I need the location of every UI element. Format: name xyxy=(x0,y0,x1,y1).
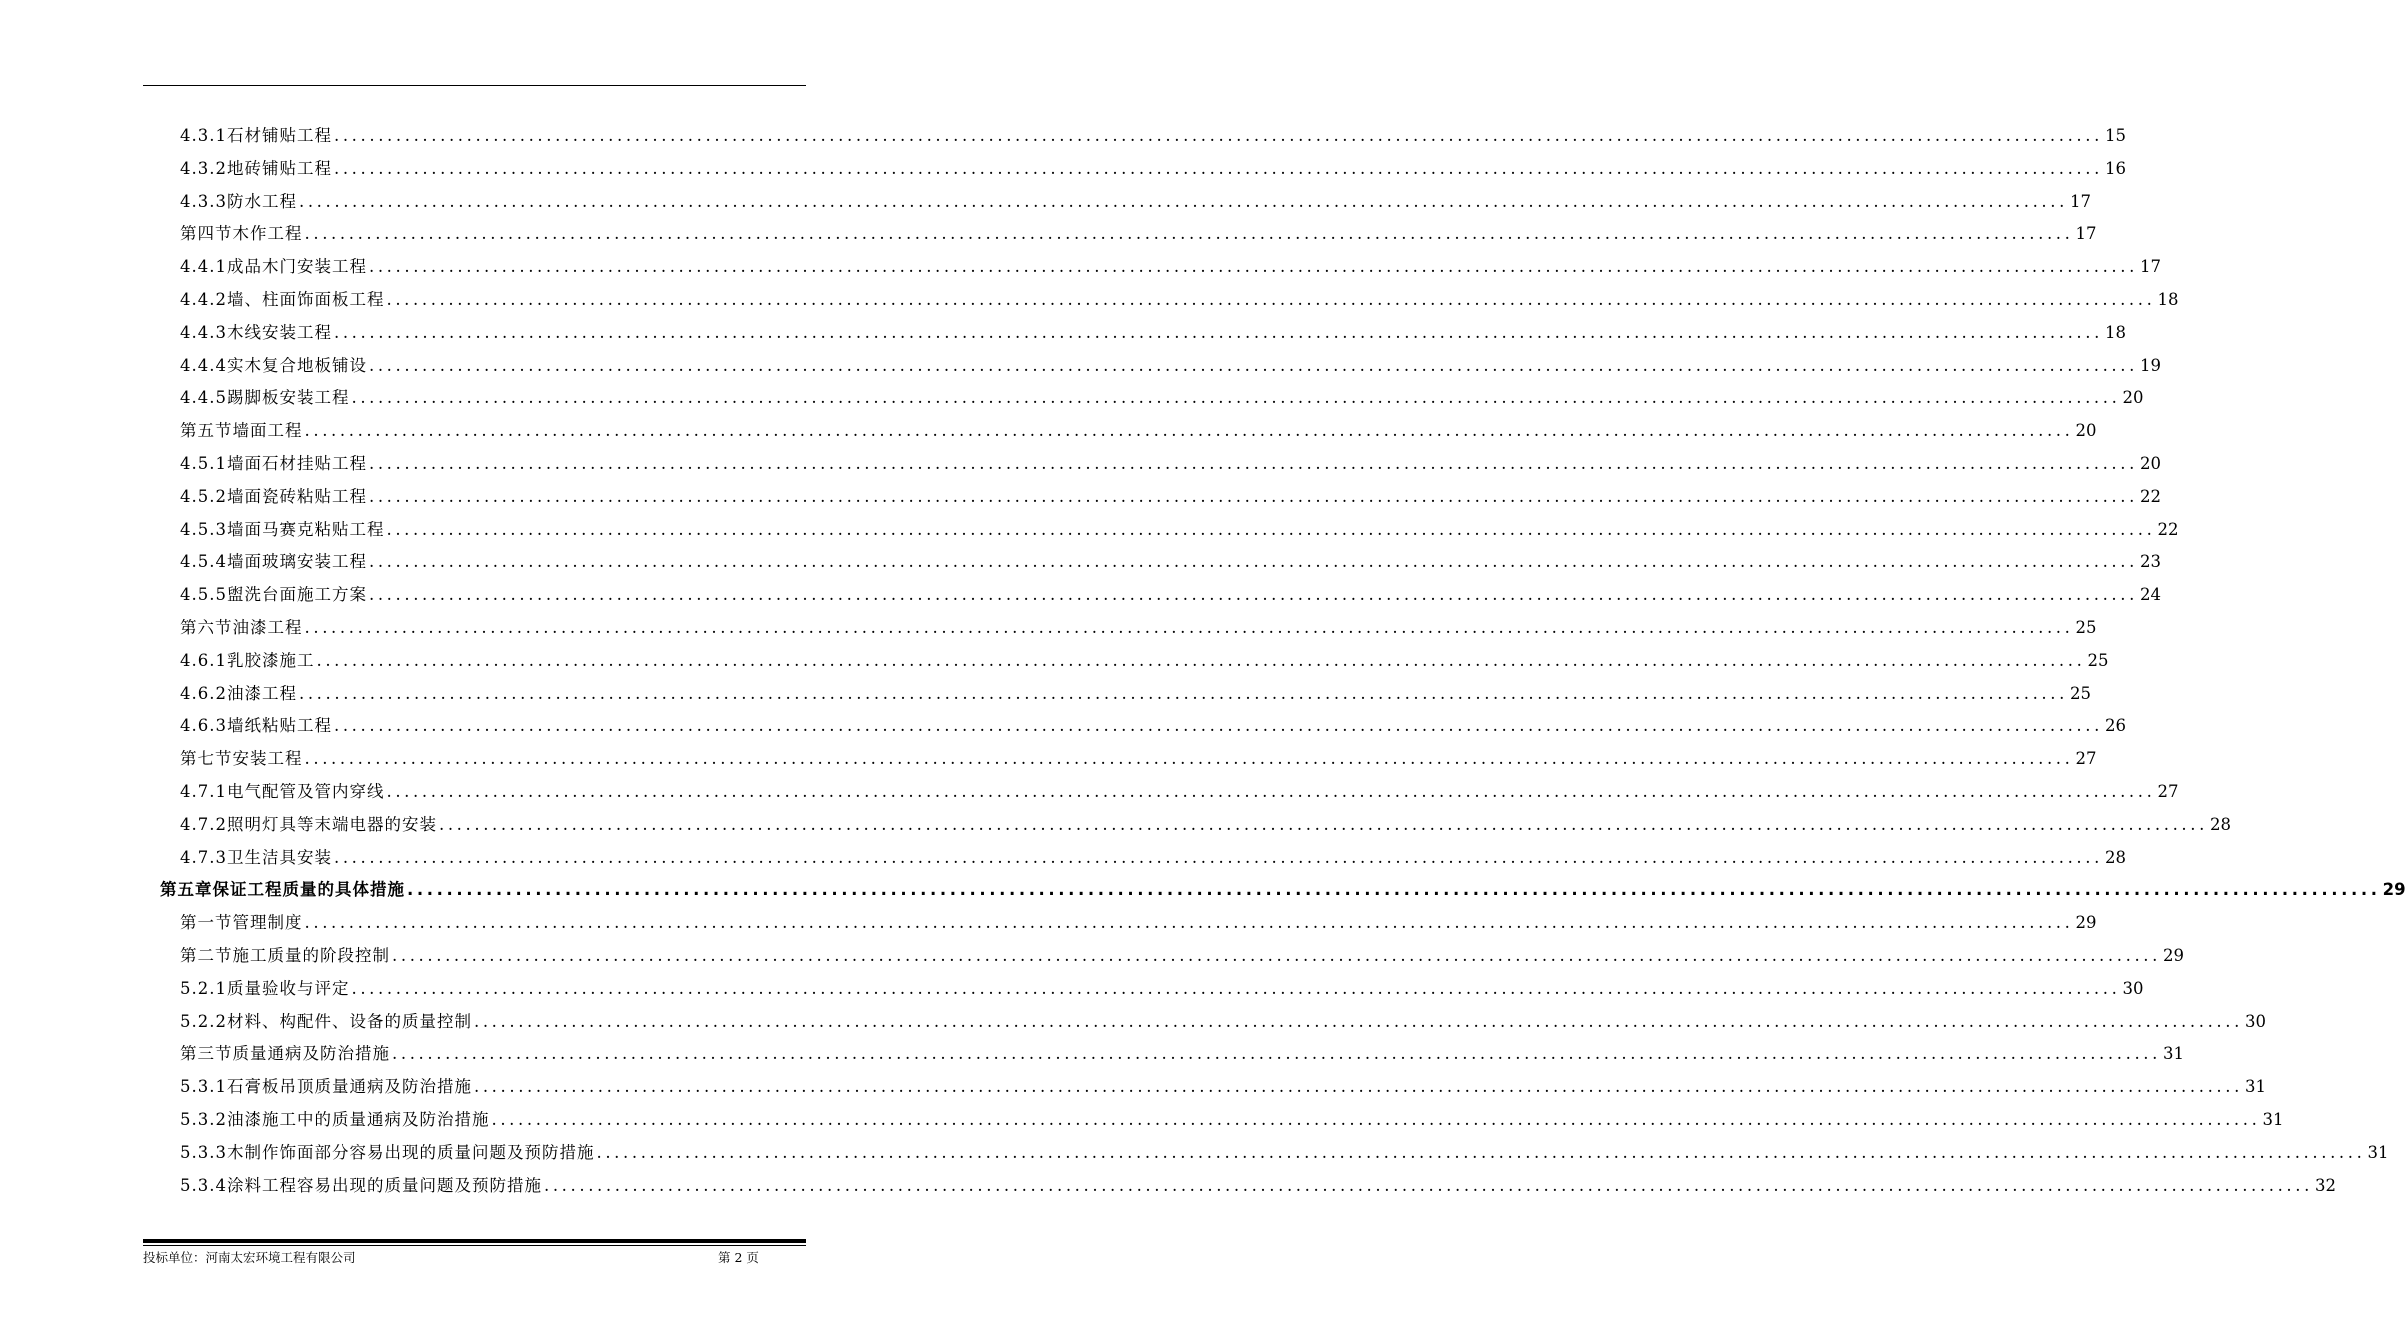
footer-company: 投标单位：河南太宏环境工程有限公司 xyxy=(143,1250,356,1265)
toc-entry-page: 15 xyxy=(2104,126,2126,145)
toc-leader-dots: ........................................................................................................................................................................................................ xyxy=(304,913,2074,933)
toc-leader-dots: ........................................................................................................................................................................................................ xyxy=(386,519,2156,539)
toc-entry-title: 材料、构配件、设备的质量控制 xyxy=(226,1011,472,1031)
toc-entry[interactable] xyxy=(180,1137,2389,1169)
toc-entry[interactable] xyxy=(180,907,2097,939)
toc-entry-title: 墙面玻璃安装工程 xyxy=(226,552,367,572)
toc-entry-title: 成品木门安装工程 xyxy=(226,257,367,277)
toc-entry-page: 30 xyxy=(2244,1011,2266,1031)
toc-entry-page: 24 xyxy=(2139,585,2161,605)
toc-entry[interactable] xyxy=(180,350,2161,382)
toc-entry-title: 墙面工程 xyxy=(232,421,303,441)
toc-entry[interactable] xyxy=(180,776,2179,808)
toc-entry-number: 4.7.3 xyxy=(180,847,227,867)
toc-entry-number: 4.3.2 xyxy=(180,158,227,178)
toc-entry[interactable] xyxy=(180,809,2231,841)
toc-entry[interactable] xyxy=(180,645,2109,677)
toc-entry-number: 第五节 xyxy=(180,421,233,441)
toc-entry-page: 25 xyxy=(2087,650,2109,670)
toc-entry-page: 17 xyxy=(2139,257,2161,277)
toc-leader-dots: ........................................................................................................................................................................................................ xyxy=(368,486,2138,506)
footer-rule-thin xyxy=(143,1245,806,1246)
toc-leader-dots: ........................................................................................................................................................................................................ xyxy=(333,322,2103,342)
toc-leader-dots: ........................................................................................................................................................................................................ xyxy=(438,814,2208,834)
toc-leader-dots: ........................................................................................................................................................................................................ xyxy=(333,126,2103,145)
toc-entry[interactable] xyxy=(180,973,2144,1005)
toc-entry-number: 4.5.5 xyxy=(180,585,227,605)
toc-entry-page: 20 xyxy=(2075,421,2097,441)
toc-entry[interactable] xyxy=(180,710,2126,742)
toc-entry-title: 石膏板吊顶质量通病及防治措施 xyxy=(226,1077,472,1097)
toc-entry[interactable] xyxy=(180,481,2161,513)
toc-entry-page: 31 xyxy=(2262,1110,2284,1129)
toc-entry-page: 25 xyxy=(2075,618,2097,637)
toc-leader-dots: ........................................................................................................................................................................................................ xyxy=(333,716,2103,736)
toc-entry-title: 墙面马赛克粘贴工程 xyxy=(226,519,385,539)
toc-entry-title: 油漆工程 xyxy=(232,618,303,637)
toc-entry-title: 施工质量的阶段控制 xyxy=(232,946,390,965)
toc-entry-page: 31 xyxy=(2162,1044,2184,1064)
toc-entry-title: 石材铺贴工程 xyxy=(226,126,332,145)
toc-entry[interactable] xyxy=(180,153,2126,185)
toc-leader-dots: ........................................................................................................................................................................................................ xyxy=(351,978,2121,998)
toc-entry-title: 墙面石材挂贴工程 xyxy=(226,454,367,473)
toc-entry-page: 20 xyxy=(2139,454,2161,473)
footer-page-number: 第 2 页 xyxy=(718,1250,759,1265)
toc-entry-title: 墙、柱面饰面板工程 xyxy=(226,290,385,309)
toc-entry[interactable] xyxy=(180,251,2161,283)
toc-entry-title: 木线安装工程 xyxy=(226,322,332,342)
toc-entry[interactable] xyxy=(180,1170,2336,1202)
toc-entry-number: 4.6.3 xyxy=(180,716,227,736)
toc-entry[interactable] xyxy=(180,284,2179,316)
toc-entry-number: 4.4.5 xyxy=(180,388,227,408)
toc-entry-number: 4.3.3 xyxy=(180,191,227,211)
toc-entry-page: 28 xyxy=(2104,847,2126,867)
toc-leader-dots: ........................................................................................................................................................................................................ xyxy=(368,257,2138,277)
toc-entry-title: 卫生洁具安装 xyxy=(226,847,332,867)
toc-entry-page: 31 xyxy=(2367,1142,2389,1162)
toc-leader-dots: ........................................................................................................................................................................................................ xyxy=(304,618,2074,637)
toc-leader-dots: ........................................................................................................................................................................................................ xyxy=(368,585,2138,605)
toc-leader-dots: ........................................................................................................................................................................................................ xyxy=(304,421,2074,441)
toc-entry-page: 17 xyxy=(2069,191,2091,211)
toc-entry-number: 第七节 xyxy=(180,749,233,769)
toc-leader-dots: ........................................................................................................................................................................................................ xyxy=(386,782,2156,801)
toc-entry-title: 涂料工程容易出现的质量问题及预防措施 xyxy=(226,1175,542,1195)
toc-entry-title: 地砖铺贴工程 xyxy=(226,158,332,178)
toc-entry-page: 22 xyxy=(2157,519,2179,539)
toc-entry-title: 保证工程质量的具体措施 xyxy=(212,880,405,900)
toc-entry-title: 实木复合地板铺设 xyxy=(226,355,367,375)
toc-leader-dots: ........................................................................................................................................................................................................ xyxy=(473,1077,2243,1097)
toc-entry-number: 第三节 xyxy=(180,1044,233,1064)
toc-entry-page: 29 xyxy=(2382,880,2406,900)
toc-entry-page: 29 xyxy=(2162,946,2184,965)
header-rule xyxy=(143,85,806,86)
toc-entry-title: 木制作饰面部分容易出现的质量问题及预防措施 xyxy=(226,1142,595,1162)
toc-leader-dots: ........................................................................................................................................................................................................ xyxy=(316,650,2086,670)
toc-entry-title: 墙面瓷砖粘贴工程 xyxy=(226,486,367,506)
toc-entry-title: 照明灯具等末端电器的安装 xyxy=(226,814,437,834)
toc-leader-dots: ........................................................................................................................................................................................................ xyxy=(386,290,2156,309)
toc-entry-title: 质量验收与评定 xyxy=(226,978,350,998)
toc-leader-dots: ........................................................................................................................................................................................................ xyxy=(368,454,2138,473)
toc-entry-number: 5.2.1 xyxy=(180,978,227,998)
toc-entry-page: 27 xyxy=(2157,782,2179,801)
toc-entry[interactable] xyxy=(180,579,2161,611)
toc-entry[interactable] xyxy=(180,1006,2266,1038)
toc-entry-title: 盥洗台面施工方案 xyxy=(226,585,367,605)
toc-entry-page: 27 xyxy=(2075,749,2097,769)
toc-entry[interactable] xyxy=(180,1038,2184,1070)
toc-entry-number: 5.3.3 xyxy=(180,1142,227,1162)
toc-leader-dots: ........................................................................................................................................................................................................ xyxy=(596,1142,2366,1162)
toc-entry-page: 18 xyxy=(2104,322,2126,342)
toc-entry[interactable] xyxy=(180,612,2097,644)
toc-entry-number: 4.7.2 xyxy=(180,814,227,834)
toc-entry-page: 28 xyxy=(2209,814,2231,834)
toc-entry-number: 4.7.1 xyxy=(180,782,227,801)
toc-entry-number: 5.3.2 xyxy=(180,1110,227,1129)
toc-entry[interactable] xyxy=(180,1071,2266,1103)
toc-entry-title: 电气配管及管内穿线 xyxy=(226,782,385,801)
toc-entry-number: 4.5.1 xyxy=(180,454,227,473)
toc-entry[interactable] xyxy=(180,382,2144,414)
toc-entry[interactable] xyxy=(180,415,2097,447)
toc-entry-number: 4.5.2 xyxy=(180,486,227,506)
toc-entry-page: 29 xyxy=(2075,913,2097,933)
toc-entry-title: 防水工程 xyxy=(226,191,297,211)
toc-entry-page: 20 xyxy=(2122,388,2144,408)
toc-entry-number: 4.4.1 xyxy=(180,257,227,277)
toc-entry[interactable] xyxy=(180,743,2097,775)
toc-entry[interactable] xyxy=(180,186,2091,218)
toc-leader-dots: ........................................................................................................................................................................................................ xyxy=(473,1011,2243,1031)
toc-entry-page: 19 xyxy=(2139,355,2161,375)
toc-entry[interactable] xyxy=(180,448,2161,480)
toc-entry[interactable] xyxy=(180,678,2091,710)
toc-entry-number: 4.4.4 xyxy=(180,355,227,375)
toc-entry-page: 26 xyxy=(2104,716,2126,736)
toc-leader-dots: ........................................................................................................................................................................................................ xyxy=(368,552,2138,572)
toc-entry[interactable] xyxy=(180,120,2126,152)
toc-entry-number: 5.3.4 xyxy=(180,1175,227,1195)
toc-entry-title: 安装工程 xyxy=(232,749,303,769)
toc-entry-title: 墙纸粘贴工程 xyxy=(226,716,332,736)
toc-leader-dots: ........................................................................................................................................................................................................ xyxy=(392,1044,2161,1064)
toc-leader-dots: ........................................................................................................................................................................................................ xyxy=(298,191,2068,211)
toc-entry-number: 4.4.3 xyxy=(180,322,227,342)
toc-entry-title: 油漆施工中的质量通病及防治措施 xyxy=(226,1110,490,1129)
toc-entry[interactable] xyxy=(160,874,2406,906)
toc-entry-title: 油漆工程 xyxy=(226,683,297,703)
toc-entry-number: 第四节 xyxy=(180,224,233,244)
toc-entry-title: 木作工程 xyxy=(232,224,303,244)
toc-entry-number: 4.5.3 xyxy=(180,519,227,539)
toc-entry-number: 4.6.1 xyxy=(180,650,227,670)
toc-entry[interactable] xyxy=(180,842,2126,874)
toc-entry-number: 第五章 xyxy=(160,880,213,900)
toc-entry-page: 22 xyxy=(2139,486,2161,506)
toc-entry-number: 5.2.2 xyxy=(180,1011,227,1031)
toc-entry-number: 4.6.2 xyxy=(180,683,227,703)
toc-entry-number: 第六节 xyxy=(180,618,233,637)
toc-entry-number: 4.5.4 xyxy=(180,552,227,572)
toc-entry[interactable] xyxy=(180,546,2161,578)
toc-leader-dots: ........................................................................................................................................................................................................ xyxy=(368,355,2138,375)
toc-entry-title: 乳胶漆施工 xyxy=(226,650,315,670)
toc-leader-dots: ........................................................................................................................................................................................................ xyxy=(333,847,2103,867)
toc-entry-page: 16 xyxy=(2104,158,2126,178)
footer-rule-thick xyxy=(143,1239,806,1243)
toc-entry[interactable] xyxy=(180,1104,2284,1136)
toc-entry-page: 31 xyxy=(2244,1077,2266,1097)
toc-entry-number: 第一节 xyxy=(180,913,233,933)
toc-leader-dots: ........................................................................................................................................................................................................ xyxy=(491,1110,2261,1129)
toc-entry-page: 25 xyxy=(2069,683,2091,703)
toc-entry[interactable] xyxy=(180,218,2097,250)
toc-leader-dots: ........................................................................................................................................................................................................ xyxy=(407,880,2381,900)
toc-entry-number: 5.3.1 xyxy=(180,1077,227,1097)
toc-entry[interactable] xyxy=(180,317,2126,349)
toc-entry-page: 17 xyxy=(2075,224,2097,244)
toc-leader-dots: ........................................................................................................................................................................................................ xyxy=(304,224,2074,244)
toc-leader-dots: ........................................................................................................................................................................................................ xyxy=(304,749,2074,769)
toc-entry[interactable] xyxy=(180,514,2179,546)
toc-entry-title: 管理制度 xyxy=(232,913,303,933)
toc-leader-dots: ........................................................................................................................................................................................................ xyxy=(333,158,2103,178)
toc-entry-number: 4.3.1 xyxy=(180,126,227,145)
toc-entry-number: 第二节 xyxy=(180,946,233,965)
toc-entry-number: 4.4.2 xyxy=(180,290,227,309)
toc-entry-page: 30 xyxy=(2122,978,2144,998)
toc-entry-page: 23 xyxy=(2139,552,2161,572)
toc-leader-dots: ........................................................................................................................................................................................................ xyxy=(298,683,2068,703)
toc-leader-dots: ........................................................................................................................................................................................................ xyxy=(392,946,2161,965)
toc-leader-dots: ........................................................................................................................................................................................................ xyxy=(543,1175,2313,1195)
toc-entry-page: 18 xyxy=(2157,290,2179,309)
toc-entry-page: 32 xyxy=(2314,1175,2336,1195)
toc-entry[interactable] xyxy=(180,940,2184,972)
toc-entry-title: 踢脚板安装工程 xyxy=(226,388,350,408)
toc-leader-dots: ........................................................................................................................................................................................................ xyxy=(351,388,2121,408)
toc-entry-title: 质量通病及防治措施 xyxy=(232,1044,390,1064)
